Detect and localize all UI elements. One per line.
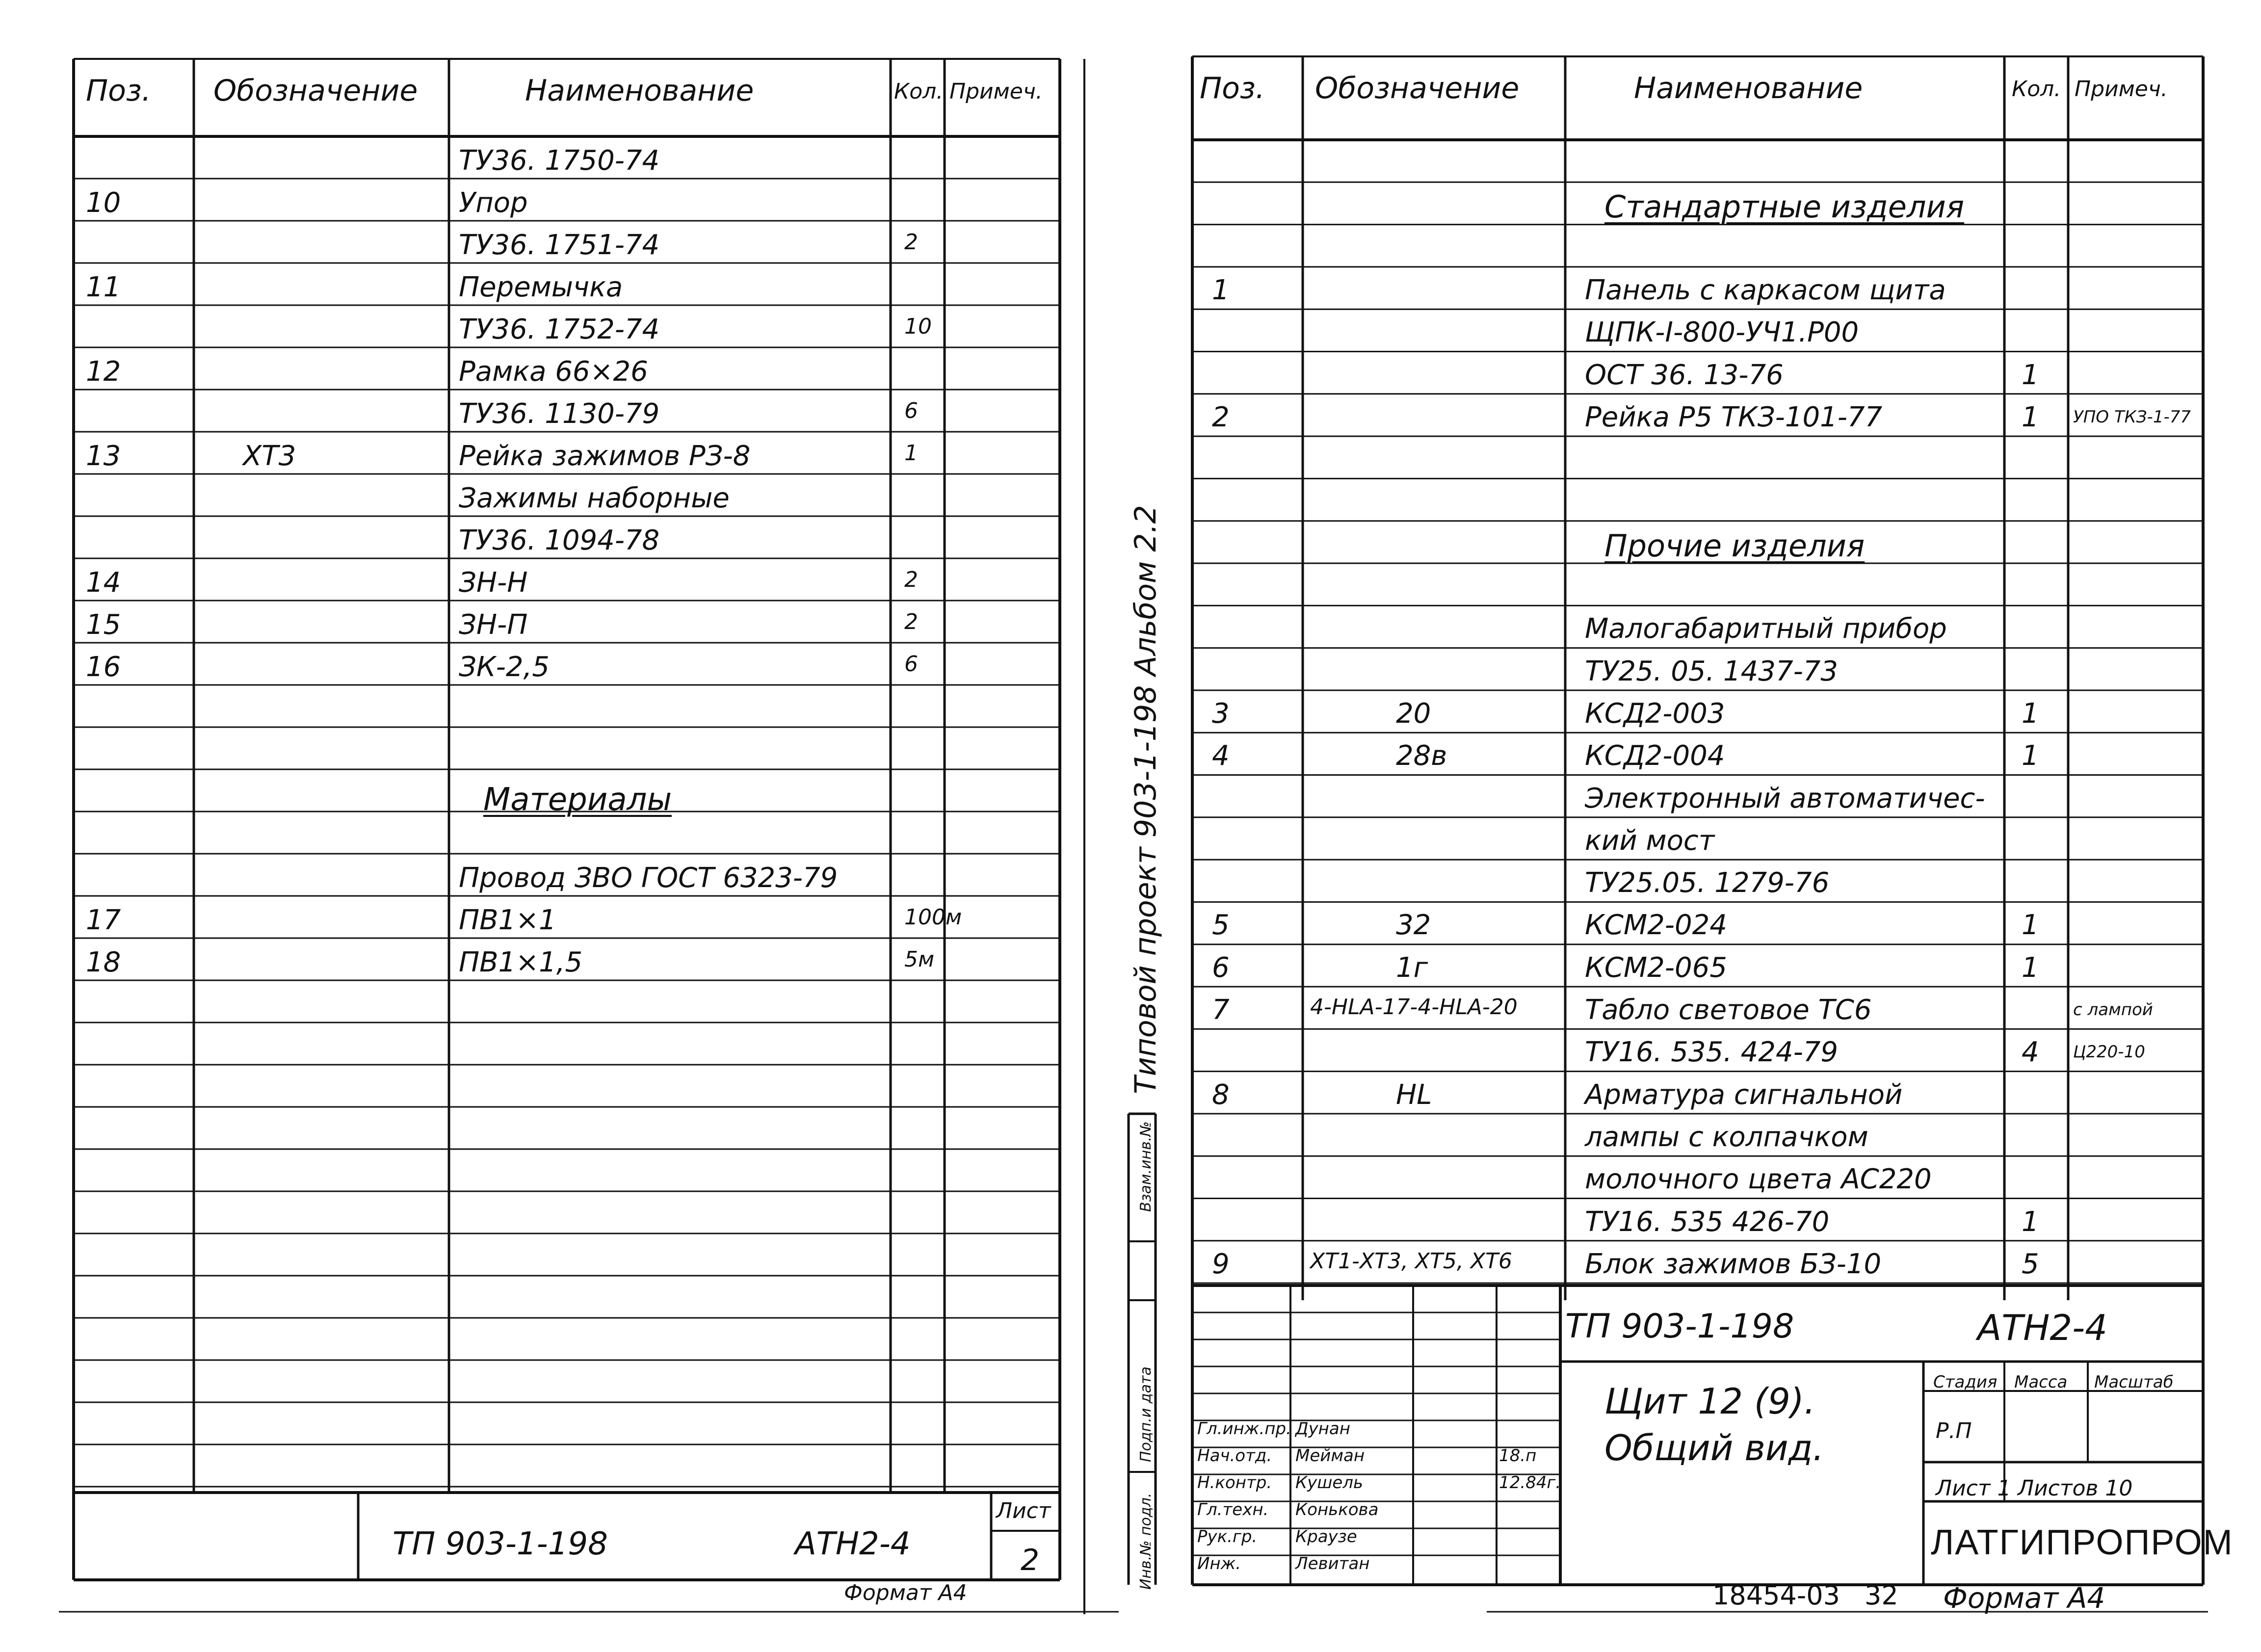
right-row-name: Электронный автоматичес- xyxy=(1585,782,1985,814)
right-row-pos: 9 xyxy=(1212,1248,1230,1280)
right-row-qty: 1 xyxy=(2022,909,2039,942)
left-header-note: Примеч. xyxy=(949,79,1043,104)
right-row-name: Табло световое ТС6 xyxy=(1585,994,1872,1026)
tb-mass-label: Масса xyxy=(2014,1372,2068,1392)
left-row-name: ТУ36. 1752-74 xyxy=(459,314,660,345)
left-row-pos: 12 xyxy=(86,356,121,388)
left-row-designation: ХТ3 xyxy=(243,440,296,472)
right-row-designation: НL xyxy=(1396,1078,1432,1111)
left-footer-project: ТП 903-1-198 xyxy=(393,1526,608,1562)
right-row-designation: ХТ1-ХТ3, ХТ5, ХТ6 xyxy=(1310,1248,1512,1274)
right-row-pos: 3 xyxy=(1212,697,1230,730)
right-row-qty: 4 xyxy=(2022,1036,2039,1069)
tb-role-name: Конькова xyxy=(1295,1500,1379,1520)
left-row-name: Рамка 66×26 xyxy=(459,356,648,388)
tb-role-role: Рук.гр. xyxy=(1197,1527,1258,1547)
right-row-name: Арматура сигнальной xyxy=(1585,1078,1903,1111)
right-row-designation: 32 xyxy=(1396,909,1431,942)
tb-role-date: 18.п xyxy=(1499,1446,1537,1466)
tb-project: ТП 903-1-198 xyxy=(1565,1307,1794,1346)
left-row-qty: 2 xyxy=(904,230,918,255)
tb-role-role: Н.контр. xyxy=(1197,1473,1272,1493)
tb-title-line1: Щит 12 (9). xyxy=(1604,1381,1815,1422)
right-row-qty: 1 xyxy=(2022,401,2039,433)
tb-role-name: Левитан xyxy=(1295,1554,1370,1573)
vzam-inv-label: Взам.инв.№ xyxy=(1137,1121,1155,1212)
left-row-name: Рейка зажимов РЗ-8 xyxy=(459,440,751,472)
left-row-pos: 11 xyxy=(86,271,121,303)
left-header-qty: Кол. xyxy=(894,79,944,104)
tb-sheets: Листов 10 xyxy=(2018,1476,2133,1501)
right-row-name: Рейка Р5 ТКЗ-101-77 xyxy=(1585,401,1883,433)
left-row-name: ЗН-Н xyxy=(459,567,528,599)
tb-role-role: Нач.отд. xyxy=(1197,1446,1272,1466)
right-row-name: ТУ25.05. 1279-76 xyxy=(1585,867,1830,899)
left-row-name: Упор xyxy=(459,187,528,219)
left-footer-code: АТН2-4 xyxy=(795,1526,911,1562)
left-row-pos: 16 xyxy=(86,651,121,683)
tb-stage: Р.П xyxy=(1936,1418,1972,1443)
left-row-qty: 1 xyxy=(904,441,918,466)
tb-role-date: 12.84г. xyxy=(1499,1473,1561,1493)
left-row-name: ТУ36. 1130-79 xyxy=(459,398,660,430)
tb-title-line2: Общий вид. xyxy=(1604,1427,1824,1468)
right-row-qty: 1 xyxy=(2022,951,2039,984)
tb-role-role: Гл.техн. xyxy=(1197,1500,1269,1520)
right-row-name: молочного цвета АС220 xyxy=(1585,1163,1932,1196)
right-row-name: Малогабаритный прибор xyxy=(1585,613,1947,645)
right-row-name: КСД2-004 xyxy=(1585,740,1725,772)
right-row-name: Панель с каркасом щита xyxy=(1585,274,1946,306)
right-row-qty: 1 xyxy=(2022,359,2039,391)
left-row-pos: 17 xyxy=(86,904,121,936)
right-row-name: ОСТ 36. 13-76 xyxy=(1585,359,1784,391)
doc-page: 32 xyxy=(1865,1580,1898,1611)
tb-role-name: Мейман xyxy=(1295,1446,1365,1466)
right-row-qty: 1 xyxy=(2022,697,2039,730)
right-row-note: с лампой xyxy=(2073,1000,2153,1020)
tb-role-name: Кушель xyxy=(1295,1473,1364,1493)
right-row-name: Стандартные изделия xyxy=(1604,189,1965,225)
left-footer-sheet: 2 xyxy=(1021,1543,1040,1577)
right-row-name: ТУ16. 535 426-70 xyxy=(1585,1206,1830,1238)
tb-org: ЛАТГИПРОПРОМ xyxy=(1931,1523,2234,1562)
left-row-pos: 18 xyxy=(86,946,121,978)
right-header-note: Примеч. xyxy=(2075,77,2168,102)
right-row-qty: 1 xyxy=(2022,1206,2039,1238)
left-row-pos: 15 xyxy=(86,609,121,641)
left-row-pos: 13 xyxy=(86,440,121,472)
left-header-pos: Поз. xyxy=(86,74,151,108)
right-row-name: ТУ25. 05. 1437-73 xyxy=(1585,655,1839,687)
right-row-designation: 4-НLА-17-4-НLА-20 xyxy=(1310,995,1518,1020)
right-row-pos: 1 xyxy=(1212,274,1230,306)
right-row-qty: 1 xyxy=(2022,740,2039,772)
left-footer-sheet-label: Лист xyxy=(996,1498,1051,1523)
right-row-name: кий мост xyxy=(1585,824,1715,857)
right-row-name: КСД2-003 xyxy=(1585,697,1725,730)
right-row-designation: 1г xyxy=(1396,951,1428,984)
left-row-name: ТУ36. 1094-78 xyxy=(459,524,660,556)
podp-label: Подп.и дата xyxy=(1137,1366,1155,1462)
right-row-note: УПО ТКЗ-1-77 xyxy=(2073,407,2191,427)
right-row-name: ЩПК-I-800-УЧ1.Р00 xyxy=(1585,316,1859,349)
left-row-qty: 2 xyxy=(904,609,918,634)
right-row-qty: 5 xyxy=(2022,1248,2039,1280)
doc-number: 18454-03 xyxy=(1712,1580,1840,1611)
left-header-designation: Обозначение xyxy=(213,74,418,108)
tb-sheet: Лист 1 xyxy=(1936,1476,2011,1501)
tb-role-name: Дунан xyxy=(1295,1419,1350,1439)
right-format: Формат А4 xyxy=(1943,1581,2105,1615)
left-format: Формат А4 xyxy=(844,1580,967,1605)
left-row-qty: 5м xyxy=(904,947,935,972)
tb-role-role: Гл.инж.пр. xyxy=(1197,1419,1291,1439)
left-row-qty: 10 xyxy=(904,314,932,339)
tb-scale-label: Масштаб xyxy=(2094,1372,2174,1392)
left-row-name: ЗК-2,5 xyxy=(459,651,550,683)
right-row-pos: 7 xyxy=(1212,994,1230,1026)
inv-label: Инв.№ подл. xyxy=(1137,1493,1155,1590)
right-header-designation: Обозначение xyxy=(1315,71,1520,105)
left-row-name: ТУ36. 1751-74 xyxy=(459,229,660,261)
left-row-name: Зажимы наборные xyxy=(459,482,730,514)
left-row-qty: 100м xyxy=(904,905,962,930)
right-header-qty: Кол. xyxy=(2012,77,2061,102)
left-row-pos: 10 xyxy=(86,187,121,219)
right-row-name: Блок зажимов БЗ-10 xyxy=(1585,1248,1882,1280)
right-header-name: Наименование xyxy=(1634,71,1863,105)
left-row-pos: 14 xyxy=(86,567,121,599)
right-row-name: КСМ2-024 xyxy=(1585,909,1727,942)
right-row-designation: 20 xyxy=(1396,697,1431,730)
right-row-designation: 28в xyxy=(1396,740,1447,772)
right-row-name: лампы с колпачком xyxy=(1585,1121,1868,1153)
tb-code: АТН2-4 xyxy=(1977,1307,2107,1348)
right-row-note: Ц220-10 xyxy=(2073,1042,2145,1062)
left-row-name: ПВ1×1,5 xyxy=(459,946,583,978)
right-row-pos: 5 xyxy=(1212,909,1230,942)
right-row-name: ТУ16. 535. 424-79 xyxy=(1585,1036,1839,1069)
right-row-name: КСМ2-065 xyxy=(1585,951,1727,984)
left-row-name: ЗН-П xyxy=(459,609,528,641)
right-header-pos: Поз. xyxy=(1200,71,1265,105)
left-row-qty: 2 xyxy=(904,567,918,592)
tb-role-role: Инж. xyxy=(1197,1554,1241,1573)
right-row-pos: 4 xyxy=(1212,740,1230,772)
right-row-pos: 2 xyxy=(1212,401,1230,433)
left-row-name: ПВ1×1 xyxy=(459,904,556,936)
tb-stage-label: Стадия xyxy=(1933,1372,1998,1392)
left-row-name: ТУ36. 1750-74 xyxy=(459,145,660,177)
left-row-qty: 6 xyxy=(904,398,918,423)
tb-role-name: Краузе xyxy=(1295,1527,1357,1547)
left-row-qty: 6 xyxy=(904,652,918,677)
left-row-name: Перемычка xyxy=(459,271,623,303)
left-row-name: Материалы xyxy=(483,782,672,818)
right-row-name: Прочие изделия xyxy=(1604,527,1865,564)
left-header-name: Наименование xyxy=(525,74,754,108)
left-row-name: Провод ЗВО ГОСТ 6323-79 xyxy=(459,862,838,894)
right-row-pos: 8 xyxy=(1212,1078,1230,1111)
right-row-pos: 6 xyxy=(1212,951,1230,984)
album-label: Типовой проект 903-1-198 Альбом 2.2 xyxy=(1129,505,1163,1094)
